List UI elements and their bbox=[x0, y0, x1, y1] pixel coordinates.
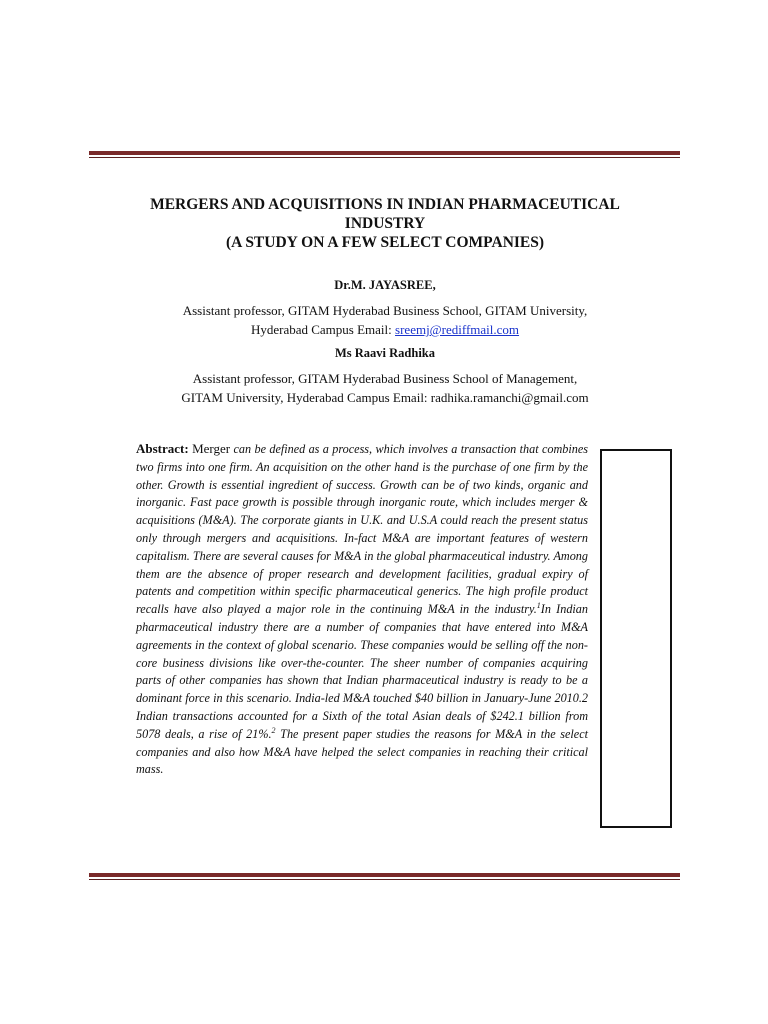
author-1-email-link[interactable]: sreemj@rediffmail.com bbox=[395, 322, 520, 337]
footnote-ref-2[interactable]: 2 bbox=[271, 725, 276, 735]
abstract-lead-word: Merger bbox=[192, 441, 231, 456]
author-1-affiliation bbox=[90, 301, 680, 339]
side-box bbox=[600, 449, 672, 828]
title-line-1: MERGERS AND ACQUISITIONS IN INDIAN PHARMACEUTICAL bbox=[150, 196, 620, 213]
abstract-text-1: can be defined as a process, which involves a transaction that combines two firms into one firm. An acquisition on the other hand is the purchase of one firm by the other. Growth is essential ingredient of success. Growth can be of two kinds, organic and inorganic. Fast pace growth is possible through inorganic route, which includes merger & acquisitions (M&A). The corporate giants in U.K. and U.S.A could reach the present status only through mergers and acquisitions. In-fact M&A are important features of western capitalism. There are several causes for M&A in the global pharmaceutical industry. Among them are the absence of proper research and development facilities, gradual expiry of patents and competition within specific pharmaceutical generics. The high profile product recalls have also played a major role in the continuing M&A in the industry. bbox=[136, 442, 588, 617]
title-line-3: (A STUDY ON A FEW SELECT COMPANIES) bbox=[225, 234, 545, 251]
author-1-affiliation-line2 bbox=[90, 320, 680, 339]
paper-title bbox=[90, 195, 680, 252]
author-1-campus: Hyderabad Campus Email: bbox=[250, 322, 396, 337]
bottom-rule bbox=[89, 873, 680, 880]
author-2-name: Ms Raavi Radhika bbox=[334, 346, 436, 360]
abstract-label: Abstract: bbox=[136, 441, 189, 456]
author-2-affiliation-line1: Assistant professor, GITAM Hyderabad Business School of Management, bbox=[192, 371, 578, 386]
author-1-affiliation-line1: Assistant professor, GITAM Hyderabad Business School, GITAM University, bbox=[182, 303, 588, 318]
author-2-affiliation-line2: GITAM University, Hyderabad Campus Email: radhika.ramanchi@gmail.com bbox=[181, 390, 589, 405]
abstract-text-2: In Indian pharmaceutical industry there are a number of companies that have entered into M&A agreements in the context of global scenario. These companies would be selling off the non-core business divisions like over-the-counter. The sheer number of companies acquiring parts of other companies has shown that Indian pharmaceutical industry is ready to be a dominant force in this scenario. India-led M&A touched $40 billion in January-June 2010.2 Indian transactions accounted for a Sixth of the total Asian deals of $242.1 billion from 5078 deals, a rise of 21%. bbox=[136, 602, 588, 741]
abstract-text-3: The present paper studies the reasons for M&A in the select companies and also how M&A have helped the select companies in reaching their critical mass. bbox=[136, 726, 589, 777]
author-2-affiliation bbox=[90, 369, 680, 407]
abstract bbox=[136, 440, 588, 779]
title-line-2: INDUSTRY bbox=[344, 215, 426, 232]
author-1-name: Dr.M. JAYASREE, bbox=[334, 278, 436, 292]
footnote-ref-1[interactable]: 1 bbox=[536, 601, 541, 611]
top-rule bbox=[89, 151, 680, 158]
